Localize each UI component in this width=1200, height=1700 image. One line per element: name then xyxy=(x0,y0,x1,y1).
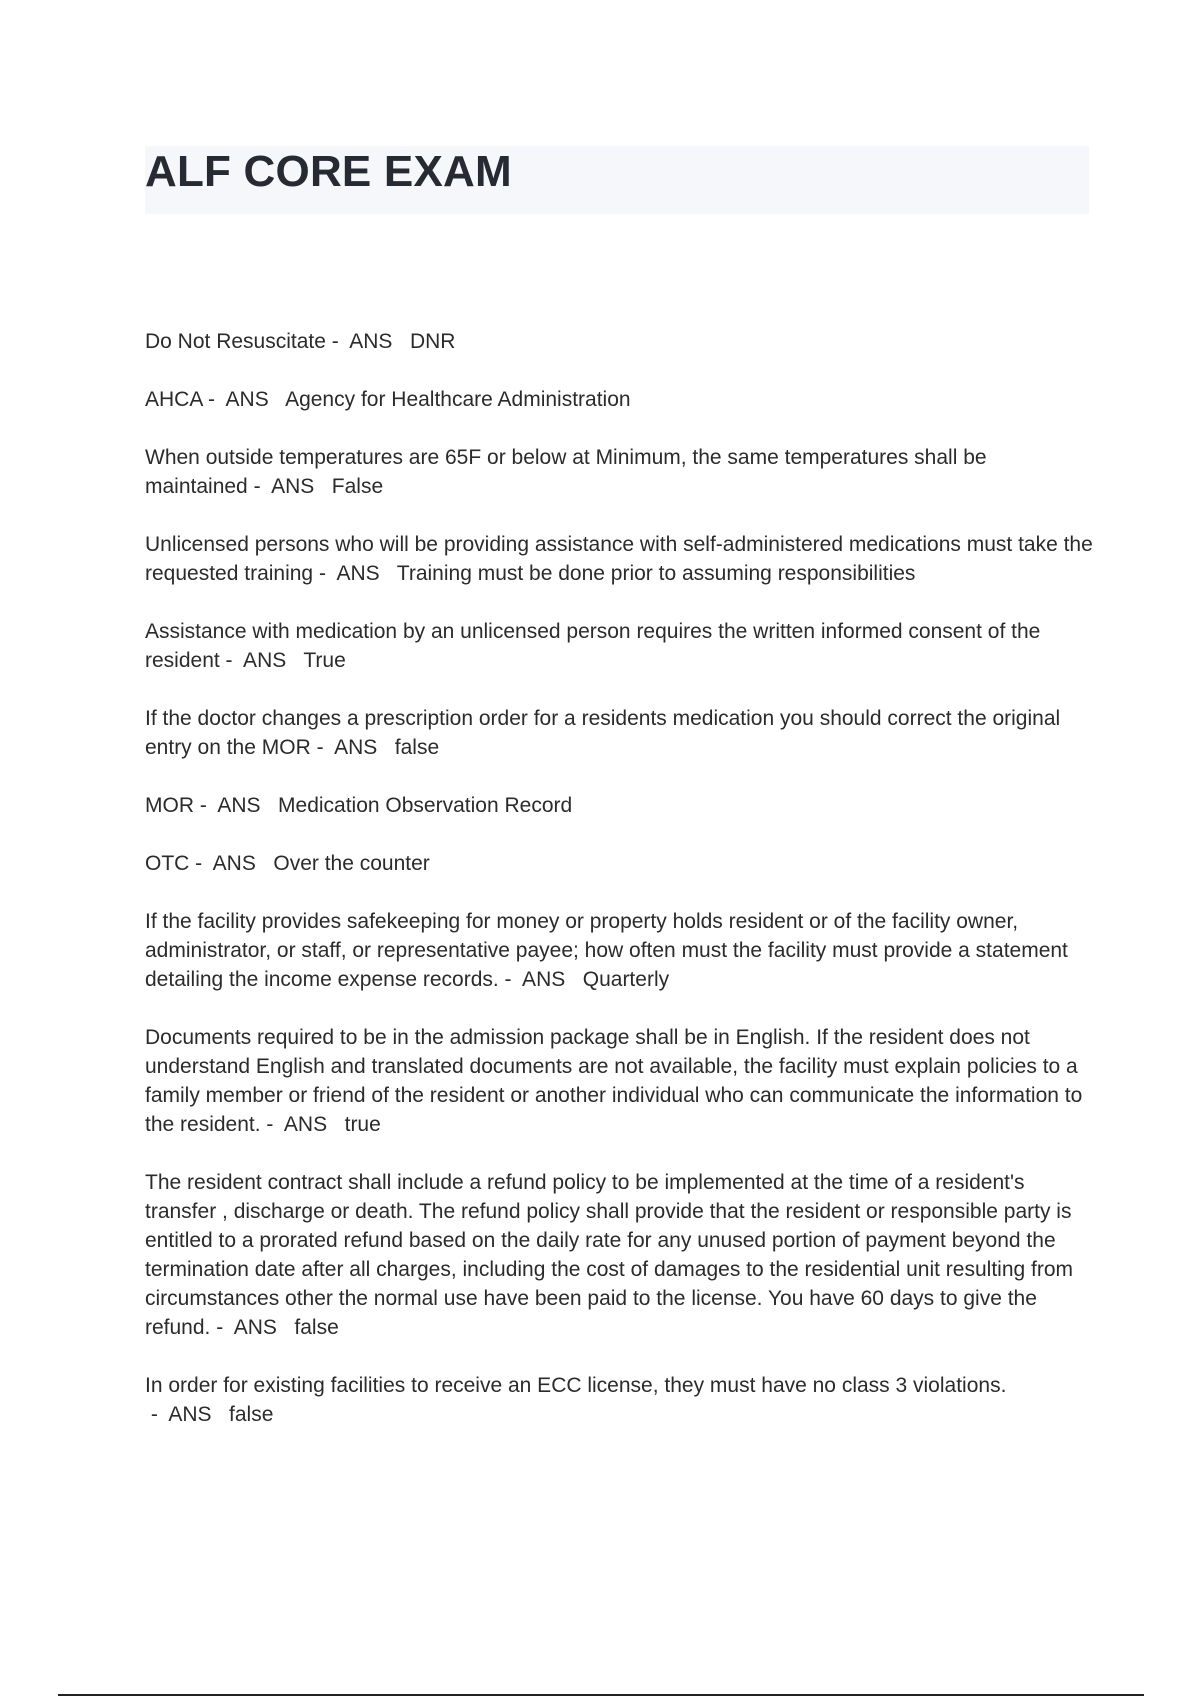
answer-text: DNR xyxy=(409,330,456,353)
answer-separator: - ANS xyxy=(247,475,332,498)
answer-separator: - ANS xyxy=(145,1403,230,1426)
qa-item xyxy=(145,443,1095,501)
qa-item xyxy=(145,617,1095,675)
document-title: ALF CORE EXAM xyxy=(145,147,512,196)
qa-item xyxy=(145,704,1095,762)
answer-text: Training must be done prior to assuming responsibilities xyxy=(396,562,916,585)
question-text: OTC xyxy=(145,852,190,875)
answer-text: false xyxy=(394,736,440,759)
answer-separator: - ANS xyxy=(325,330,410,353)
question-text: Assistance with medication by an unlicensed person requires the written informed consent of the resident xyxy=(145,620,1041,672)
question-text: Do Not Resuscitate xyxy=(145,330,326,353)
question-text: MOR xyxy=(145,794,194,817)
answer-text: Agency for Healthcare Administration xyxy=(285,388,631,411)
qa-item xyxy=(145,530,1095,588)
answer-separator: - ANS xyxy=(313,562,397,585)
question-text: Unlicensed persons who will be providing assistance with self-administered medications must take the requested training xyxy=(145,533,1093,585)
title-banner xyxy=(145,146,1089,214)
answer-separator: - ANS xyxy=(498,968,583,991)
qa-item xyxy=(145,1371,1095,1429)
answer-text: Medication Observation Record xyxy=(278,794,573,817)
answer-separator: - ANS xyxy=(260,1113,345,1136)
qa-list xyxy=(145,327,1095,1458)
answer-text: Quarterly xyxy=(582,968,670,991)
question-text: If the facility provides safekeeping for money or property holds resident or of the facility owner, administrator, or staff, or representative payee; how often must the facility must provide a statement detailing the income expense records. xyxy=(145,910,1068,991)
answer-text: True xyxy=(303,649,346,672)
answer-separator: - ANS xyxy=(194,794,279,817)
qa-item xyxy=(145,1168,1095,1342)
answer-separator: - ANS xyxy=(210,1316,295,1339)
answer-separator: - ANS xyxy=(202,388,286,411)
qa-item xyxy=(145,791,1095,820)
question-text: Documents required to be in the admission package shall be in English. If the resident does not understand English and translated documents are not available, the facility must explain policies to a family member or friend of the resident or another individual who can communicate the information to the resident. xyxy=(145,1026,1083,1136)
answer-separator: - ANS xyxy=(310,736,395,759)
question-text: When outside temperatures are 65F or below at Minimum, the same temperatures shall be maintained xyxy=(145,446,987,498)
qa-item xyxy=(145,385,1095,414)
page-bottom-rule xyxy=(58,1694,1144,1696)
answer-text: False xyxy=(331,475,384,498)
question-text: If the doctor changes a prescription order for a residents medication you should correct the original entry on the MOR xyxy=(145,707,1061,759)
qa-item xyxy=(145,327,1095,356)
answer-text: Over the counter xyxy=(273,852,430,875)
answer-separator: - ANS xyxy=(189,852,274,875)
answer-separator: - ANS xyxy=(219,649,304,672)
question-text: The resident contract shall include a refund policy to be implemented at the time of a resident's transfer , discharge or death. The refund policy shall provide that the resident or responsible party is entitled to a prorated refund based on the daily rate for any unused portion of payment beyond the termination date after all charges, including the cost of damages to the residential unit resulting from circumstances other the normal use have been paid to the license. You have 60 days to give the refund. xyxy=(145,1171,1074,1339)
answer-text: true xyxy=(344,1113,381,1136)
answer-text: false xyxy=(229,1403,274,1426)
answer-text: false xyxy=(294,1316,339,1339)
question-text: AHCA xyxy=(145,388,203,411)
qa-item xyxy=(145,1023,1095,1139)
question-text: In order for existing facilities to receive an ECC license, they must have no class 3 violations. xyxy=(145,1374,1007,1397)
qa-item xyxy=(145,907,1095,994)
qa-item xyxy=(145,849,1095,878)
